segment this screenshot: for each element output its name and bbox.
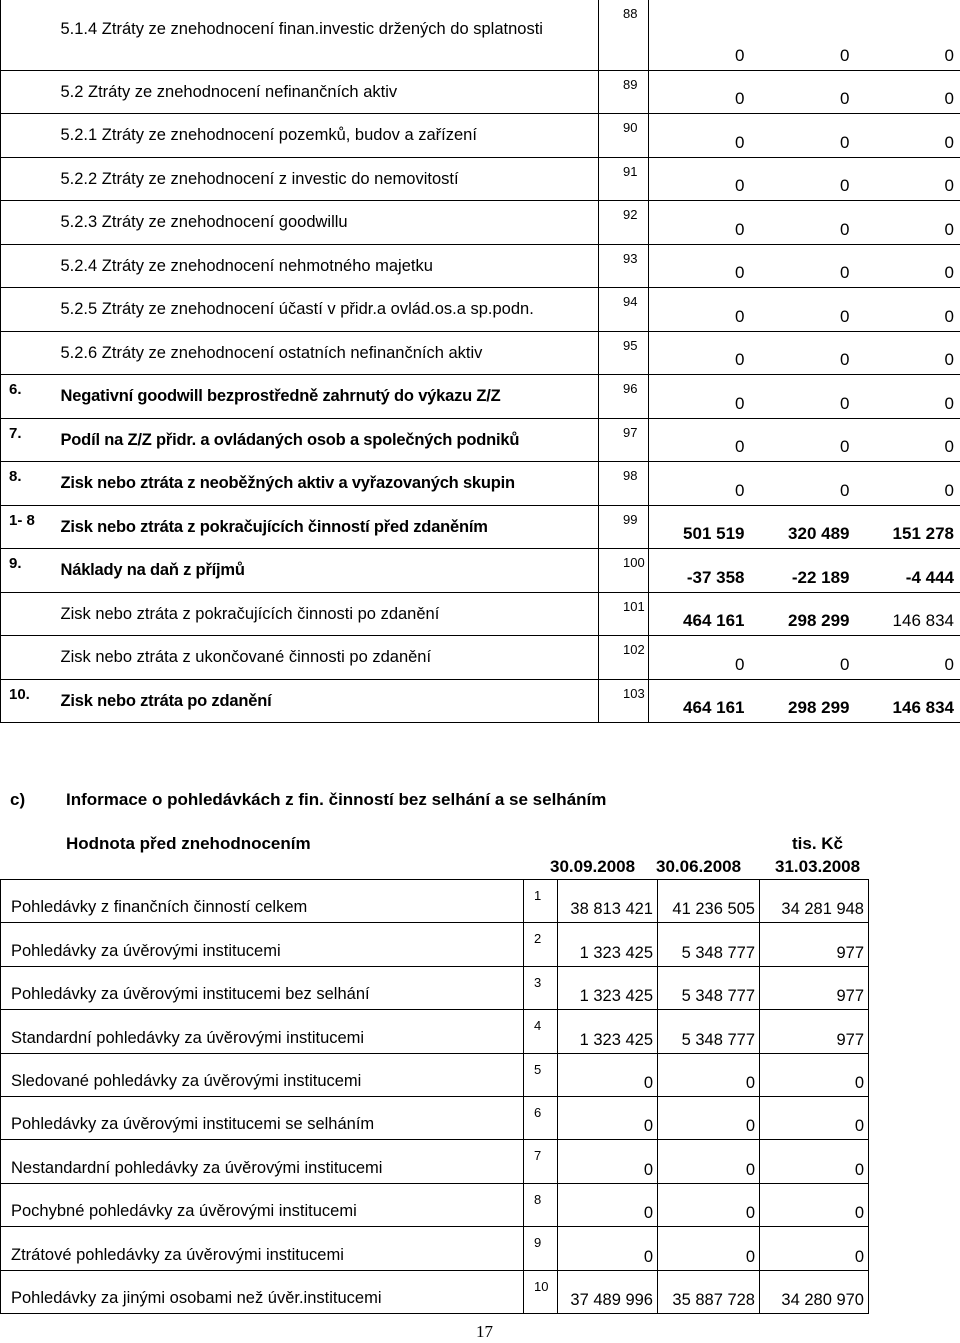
value-col-3: -4 444	[856, 549, 960, 593]
value-col-3: 977	[760, 1010, 869, 1053]
row-code: 8	[524, 1183, 558, 1226]
row-label: Pohledávky z finančních činností celkem	[1, 880, 524, 923]
value-col-2: 0	[751, 462, 856, 506]
row-code: 91	[599, 157, 649, 201]
value-col-1: -37 358	[649, 549, 751, 593]
table-row	[1, 966, 869, 1009]
section-title: Informace o pohledávkách z fin. činností bez selhání a se selháním	[66, 790, 607, 809]
table-row	[1, 114, 960, 158]
value-col-1: 464 161	[649, 679, 751, 723]
value-col-2: 5 348 777	[658, 1010, 760, 1053]
row-label: Zisk nebo ztráta z ukončované činnosti po zdanění	[53, 636, 599, 680]
value-col-1: 0	[649, 244, 751, 288]
value-col-2: 298 299	[751, 679, 856, 723]
row-code: 102	[599, 636, 649, 680]
value-col-1: 0	[558, 1227, 658, 1270]
row-number	[1, 157, 53, 201]
value-col-2: 0	[658, 1227, 760, 1270]
row-code: 98	[599, 462, 649, 506]
row-number	[1, 592, 53, 636]
value-col-1: 0	[649, 636, 751, 680]
value-col-3: 0	[856, 0, 960, 70]
value-col-3: 0	[856, 114, 960, 158]
column-date-3: 31.03.2008	[775, 857, 861, 876]
table-row	[1, 462, 960, 506]
value-col-2: 5 348 777	[658, 923, 760, 966]
value-col-2: -22 189	[751, 549, 856, 593]
table-row	[1, 0, 960, 70]
value-col-1: 1 323 425	[558, 966, 658, 1009]
table-row	[1, 1140, 869, 1183]
row-label: Pochybné pohledávky za úvěrovými institucemi	[1, 1183, 524, 1226]
row-number	[1, 70, 53, 114]
value-col-2: 0	[658, 1140, 760, 1183]
table-row	[1, 505, 960, 549]
table-row	[1, 923, 869, 966]
row-label: 5.2 Ztráty ze znehodnocení nefinančních aktiv	[53, 70, 599, 114]
value-col-3: 0	[856, 331, 960, 375]
value-col-1: 0	[649, 462, 751, 506]
column-date-2: 30.06.2008	[656, 857, 742, 876]
row-code: 6	[524, 1096, 558, 1139]
row-label: 5.2.2 Ztráty ze znehodnocení z investic do nemovitostí	[53, 157, 599, 201]
value-col-1: 464 161	[649, 592, 751, 636]
row-code: 95	[599, 331, 649, 375]
table-row	[1, 1096, 869, 1139]
row-code: 97	[599, 418, 649, 462]
value-col-1: 0	[649, 418, 751, 462]
value-col-3: 146 834	[856, 679, 960, 723]
table-row	[1, 375, 960, 419]
value-col-1: 1 323 425	[558, 1010, 658, 1053]
row-code: 88	[599, 0, 649, 70]
value-col-1: 0	[649, 70, 751, 114]
value-col-2: 0	[658, 1053, 760, 1096]
value-col-2: 0	[658, 1096, 760, 1139]
row-code: 99	[599, 505, 649, 549]
value-col-1: 0	[558, 1096, 658, 1139]
section-letter: c)	[10, 790, 26, 809]
value-col-2: 0	[751, 114, 856, 158]
value-col-3: 34 280 970	[760, 1270, 869, 1313]
value-col-2: 0	[751, 636, 856, 680]
row-label: Náklady na daň z příjmů	[53, 549, 599, 593]
value-col-3: 151 278	[856, 505, 960, 549]
row-code: 4	[524, 1010, 558, 1053]
row-label: 5.2.4 Ztráty ze znehodnocení nehmotného majetku	[53, 244, 599, 288]
table-row	[1, 331, 960, 375]
row-label: 5.2.6 Ztráty ze znehodnocení ostatních nefinančních aktiv	[53, 331, 599, 375]
column-date-1: 30.09.2008	[550, 857, 636, 876]
row-code: 2	[524, 923, 558, 966]
row-label: Pohledávky za úvěrovými institucemi bez selhání	[1, 966, 524, 1009]
table-row	[1, 1183, 869, 1226]
row-code: 10	[524, 1270, 558, 1313]
value-col-3: 0	[760, 1053, 869, 1096]
table-row	[1, 679, 960, 723]
table-row	[1, 549, 960, 593]
value-col-1: 501 519	[649, 505, 751, 549]
value-col-2: 35 887 728	[658, 1270, 760, 1313]
value-col-3: 0	[856, 288, 960, 332]
value-col-1: 0	[558, 1183, 658, 1226]
value-col-3: 977	[760, 966, 869, 1009]
value-col-2: 41 236 505	[658, 880, 760, 923]
row-label: 5.2.1 Ztráty ze znehodnocení pozemků, budov a zařízení	[53, 114, 599, 158]
row-number	[1, 288, 53, 332]
row-label: 5.2.3 Ztráty ze znehodnocení goodwillu	[53, 201, 599, 245]
row-code: 96	[599, 375, 649, 419]
value-col-1: 0	[649, 157, 751, 201]
value-col-3: 0	[760, 1227, 869, 1270]
value-col-3: 0	[856, 375, 960, 419]
value-col-3: 34 281 948	[760, 880, 869, 923]
table-row	[1, 70, 960, 114]
value-col-2: 0	[751, 331, 856, 375]
table-row	[1, 1010, 869, 1053]
value-col-1: 0	[558, 1140, 658, 1183]
value-col-2: 0	[751, 288, 856, 332]
row-label: Standardní pohledávky za úvěrovými institucemi	[1, 1010, 524, 1053]
value-col-3: 0	[856, 418, 960, 462]
value-col-1: 38 813 421	[558, 880, 658, 923]
value-col-2: 0	[751, 244, 856, 288]
row-code: 1	[524, 880, 558, 923]
value-col-3: 0	[760, 1096, 869, 1139]
table-row	[1, 244, 960, 288]
row-number	[1, 636, 53, 680]
row-code: 9	[524, 1227, 558, 1270]
unit-label: tis. Kč	[792, 834, 844, 853]
row-number	[1, 0, 53, 70]
row-number	[1, 244, 53, 288]
value-col-2: 298 299	[751, 592, 856, 636]
table-row	[1, 1270, 869, 1313]
row-code: 3	[524, 966, 558, 1009]
row-label: Nestandardní pohledávky za úvěrovými institucemi	[1, 1140, 524, 1183]
value-col-2: 0	[751, 70, 856, 114]
table-row	[1, 880, 869, 923]
row-code: 100	[599, 549, 649, 593]
value-col-3: 0	[856, 70, 960, 114]
value-col-1: 0	[649, 201, 751, 245]
row-number	[1, 331, 53, 375]
row-number: 1- 8	[1, 505, 53, 549]
row-code: 89	[599, 70, 649, 114]
value-col-3: 0	[856, 244, 960, 288]
value-col-2: 320 489	[751, 505, 856, 549]
section-subtitle: Hodnota před znehodnocením	[66, 834, 311, 853]
value-col-1: 0	[649, 0, 751, 70]
value-col-2: 0	[658, 1183, 760, 1226]
value-col-1: 0	[649, 288, 751, 332]
table-row	[1, 592, 960, 636]
row-label: Negativní goodwill bezprostředně zahrnutý do výkazu Z/Z	[53, 375, 599, 419]
row-number	[1, 114, 53, 158]
row-label: Pohledávky za úvěrovými institucemi	[1, 923, 524, 966]
row-code: 94	[599, 288, 649, 332]
row-code: 103	[599, 679, 649, 723]
row-number: 7.	[1, 418, 53, 462]
value-col-1: 0	[649, 331, 751, 375]
value-col-2: 0	[751, 201, 856, 245]
value-col-3: 977	[760, 923, 869, 966]
row-label: Zisk nebo ztráta z pokračujících činnosti po zdanění	[53, 592, 599, 636]
value-col-2: 0	[751, 375, 856, 419]
value-col-2: 0	[751, 157, 856, 201]
page-number: 17	[476, 1322, 493, 1341]
row-label: Podíl na Z/Z přidr. a ovládaných osob a společných podniků	[53, 418, 599, 462]
value-col-3: 0	[856, 636, 960, 680]
row-number: 8.	[1, 462, 53, 506]
value-col-1: 0	[649, 114, 751, 158]
row-code: 101	[599, 592, 649, 636]
row-number: 9.	[1, 549, 53, 593]
value-col-2: 5 348 777	[658, 966, 760, 1009]
row-number: 6.	[1, 375, 53, 419]
row-number: 10.	[1, 679, 53, 723]
value-col-2: 0	[751, 418, 856, 462]
row-code: 93	[599, 244, 649, 288]
value-col-3: 0	[856, 157, 960, 201]
value-col-3: 146 834	[856, 592, 960, 636]
value-col-1: 1 323 425	[558, 923, 658, 966]
table-row	[1, 288, 960, 332]
row-label: Zisk nebo ztráta z neoběžných aktiv a vyřazovaných skupin	[53, 462, 599, 506]
row-label: Pohledávky za jinými osobami než úvěr.institucemi	[1, 1270, 524, 1313]
table-row	[1, 418, 960, 462]
receivables-table	[0, 879, 869, 1314]
value-col-3: 0	[760, 1183, 869, 1226]
row-label: Sledované pohledávky za úvěrovými institucemi	[1, 1053, 524, 1096]
table-row	[1, 201, 960, 245]
value-col-3: 0	[760, 1140, 869, 1183]
value-col-1: 0	[649, 375, 751, 419]
row-label: 5.2.5 Ztráty ze znehodnocení účastí v přidr.a ovlád.os.a sp.podn.	[53, 288, 599, 332]
value-col-2: 0	[840, 45, 850, 65]
table-row	[1, 1053, 869, 1096]
value-col-1: 37 489 996	[558, 1270, 658, 1313]
row-code: 92	[599, 201, 649, 245]
row-label: Ztrátové pohledávky za úvěrovými institucemi	[1, 1227, 524, 1270]
value-col-1: 0	[558, 1053, 658, 1096]
row-number	[1, 201, 53, 245]
table-row	[1, 1227, 869, 1270]
row-label: Pohledávky za úvěrovými institucemi se selháním	[1, 1096, 524, 1139]
row-code: 5	[524, 1053, 558, 1096]
row-code: 7	[524, 1140, 558, 1183]
row-label: Zisk nebo ztráta z pokračujících činností před zdaněním	[53, 505, 599, 549]
row-code: 90	[599, 114, 649, 158]
value-col-3: 0	[856, 462, 960, 506]
row-label: 5.1.4 Ztráty ze znehodnocení finan.investic držených do splatnosti	[60, 20, 543, 38]
row-label: Zisk nebo ztráta po zdanění	[53, 679, 599, 723]
table-row	[1, 636, 960, 680]
table-row	[1, 157, 960, 201]
value-col-3: 0	[856, 201, 960, 245]
